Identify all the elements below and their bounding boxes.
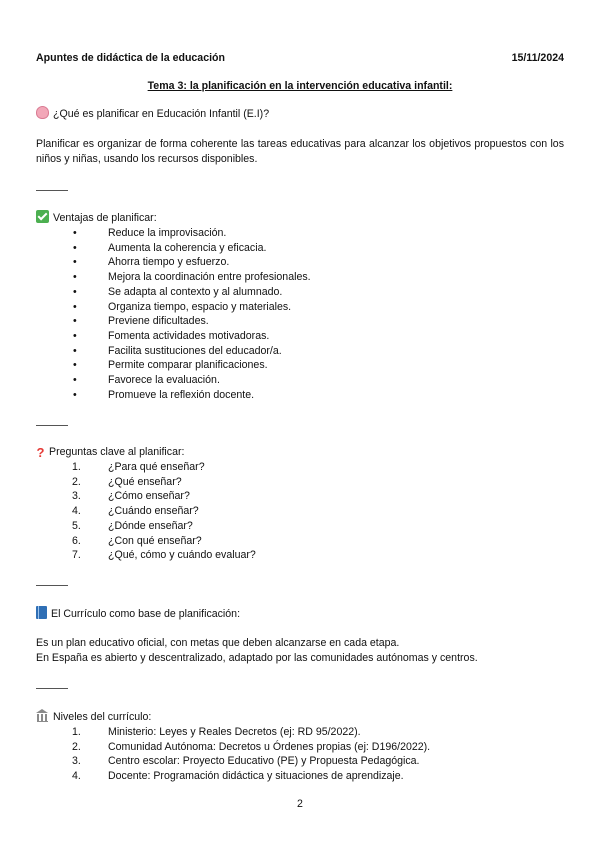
list-item: [36, 534, 564, 549]
list-item: • Aumenta la coherencia y eficacia.: [36, 241, 564, 256]
classical-building-icon: [36, 709, 49, 722]
section-heading-row: [36, 709, 564, 725]
divider: [36, 585, 68, 586]
list-item-text: Ministerio: Leyes y Reales Decretos (ej: RD 95/2022).: [108, 726, 361, 738]
list-item-text: Centro escolar: Proyecto Educativo (PE) y Propuesta Pedagógica.: [108, 755, 420, 768]
list-item-text: Docente: Programación didáctica y situaciones de aprendizaje.: [108, 770, 404, 783]
divider: [36, 190, 68, 191]
list-item-text: ¿Qué, cómo y cuándo evaluar?: [108, 549, 256, 562]
check-icon: [36, 210, 49, 223]
section-heading: Preguntas clave al planificar:: [49, 446, 185, 458]
section-curriculum: [36, 606, 564, 622]
list-item: [36, 740, 564, 755]
list-item-number: 5.: [72, 519, 81, 532]
list-item-number: 7.: [72, 549, 81, 562]
blue-book-icon: [36, 606, 47, 619]
list-item: • Se adapta al contexto y al alumnado.: [36, 285, 564, 300]
list-item: [36, 475, 564, 490]
section-advantages: [36, 210, 564, 402]
section-what-is-planning: [36, 106, 564, 122]
list-item-number: 6.: [72, 534, 81, 547]
list-item-text: ¿Qué enseñar?: [108, 475, 182, 488]
section-heading: Niveles del currículo:: [53, 711, 152, 723]
curriculum-line-2: En España es abierto y descentralizado, adaptado por las comunidades autónomas y centros.: [36, 652, 478, 664]
list-item: [36, 725, 564, 740]
divider: [36, 688, 68, 689]
list-item: [36, 504, 564, 519]
curriculum-description: [36, 636, 564, 666]
list-item-number: 3.: [72, 755, 81, 768]
list-item-number: 1.: [72, 726, 81, 738]
list-item-number: 4.: [72, 770, 81, 783]
section-key-questions: [36, 445, 564, 563]
list-item: • Reduce la improvisación.: [36, 226, 564, 241]
list-item-text: ¿Con qué enseñar?: [108, 534, 202, 547]
divider: [36, 425, 68, 426]
list-item: • Permite comparar planificaciones.: [36, 358, 564, 373]
list-item: [36, 460, 564, 475]
section-paragraph: Planificar es organizar de forma coherente las tareas educativas para alcanzar los objetivos propuestos con los niños y niñas, usando los recursos disponibles.: [36, 138, 564, 165]
list-item-number: 3.: [72, 490, 81, 503]
list-item: • Previene dificultades.: [36, 314, 564, 329]
section-heading: Ventajas de planificar:: [53, 212, 157, 224]
section-heading: El Currículo como base de planificación:: [51, 608, 241, 620]
curriculum-line-1: Es un plan educativo oficial, con metas que deben alcanzarse en cada etapa.: [36, 637, 400, 649]
header-date: 15/11/2024: [511, 52, 564, 64]
list-item: • Organiza tiempo, espacio y materiales.: [36, 300, 564, 315]
list-item: [36, 489, 564, 504]
page-number: 2: [297, 798, 303, 810]
list-item: [36, 519, 564, 534]
section-heading-row: [36, 445, 564, 460]
page-header: [36, 52, 564, 64]
list-item: • Ahorra tiempo y esfuerzo.: [36, 255, 564, 270]
brain-icon: [36, 106, 49, 119]
list-item: • Promueve la reflexión docente.: [36, 388, 564, 403]
list-item: • Favorece la evaluación.: [36, 373, 564, 388]
questions-list: [36, 460, 564, 563]
header-title: Apuntes de didáctica de la educación: [36, 52, 225, 64]
list-item-text: Comunidad Autónoma: Decretos u Órdenes propias (ej: D196/2022).: [108, 740, 431, 753]
list-item-number: 4.: [72, 505, 81, 518]
advantages-list: [36, 226, 564, 402]
section-curriculum-levels: [36, 709, 564, 784]
list-item-text: ¿Para qué enseñar?: [108, 461, 205, 473]
section-heading-row: [36, 210, 564, 226]
list-item-number: 2.: [72, 475, 81, 488]
levels-list: [36, 725, 564, 784]
list-item-text: ¿Cómo enseñar?: [108, 490, 190, 503]
list-item-text: ¿Dónde enseñar?: [108, 519, 193, 532]
list-item: • Fomenta actividades motivadoras.: [36, 329, 564, 344]
list-item: [36, 769, 564, 784]
list-item: • Facilita sustituciones del educador/a.: [36, 344, 564, 359]
question-mark-icon: ?: [36, 445, 45, 460]
document-title: Tema 3: la planificación en la intervención educativa infantil:: [147, 80, 453, 92]
section-heading: ¿Qué es planificar en Educación Infantil (E.I)?: [53, 108, 270, 120]
list-item: • Mejora la coordinación entre profesionales.: [36, 270, 564, 285]
list-item-number: 1.: [72, 461, 81, 473]
list-item: [36, 754, 564, 769]
list-item-number: 2.: [72, 740, 81, 753]
list-item-text: ¿Cuándo enseñar?: [108, 505, 199, 518]
list-item: [36, 548, 564, 563]
